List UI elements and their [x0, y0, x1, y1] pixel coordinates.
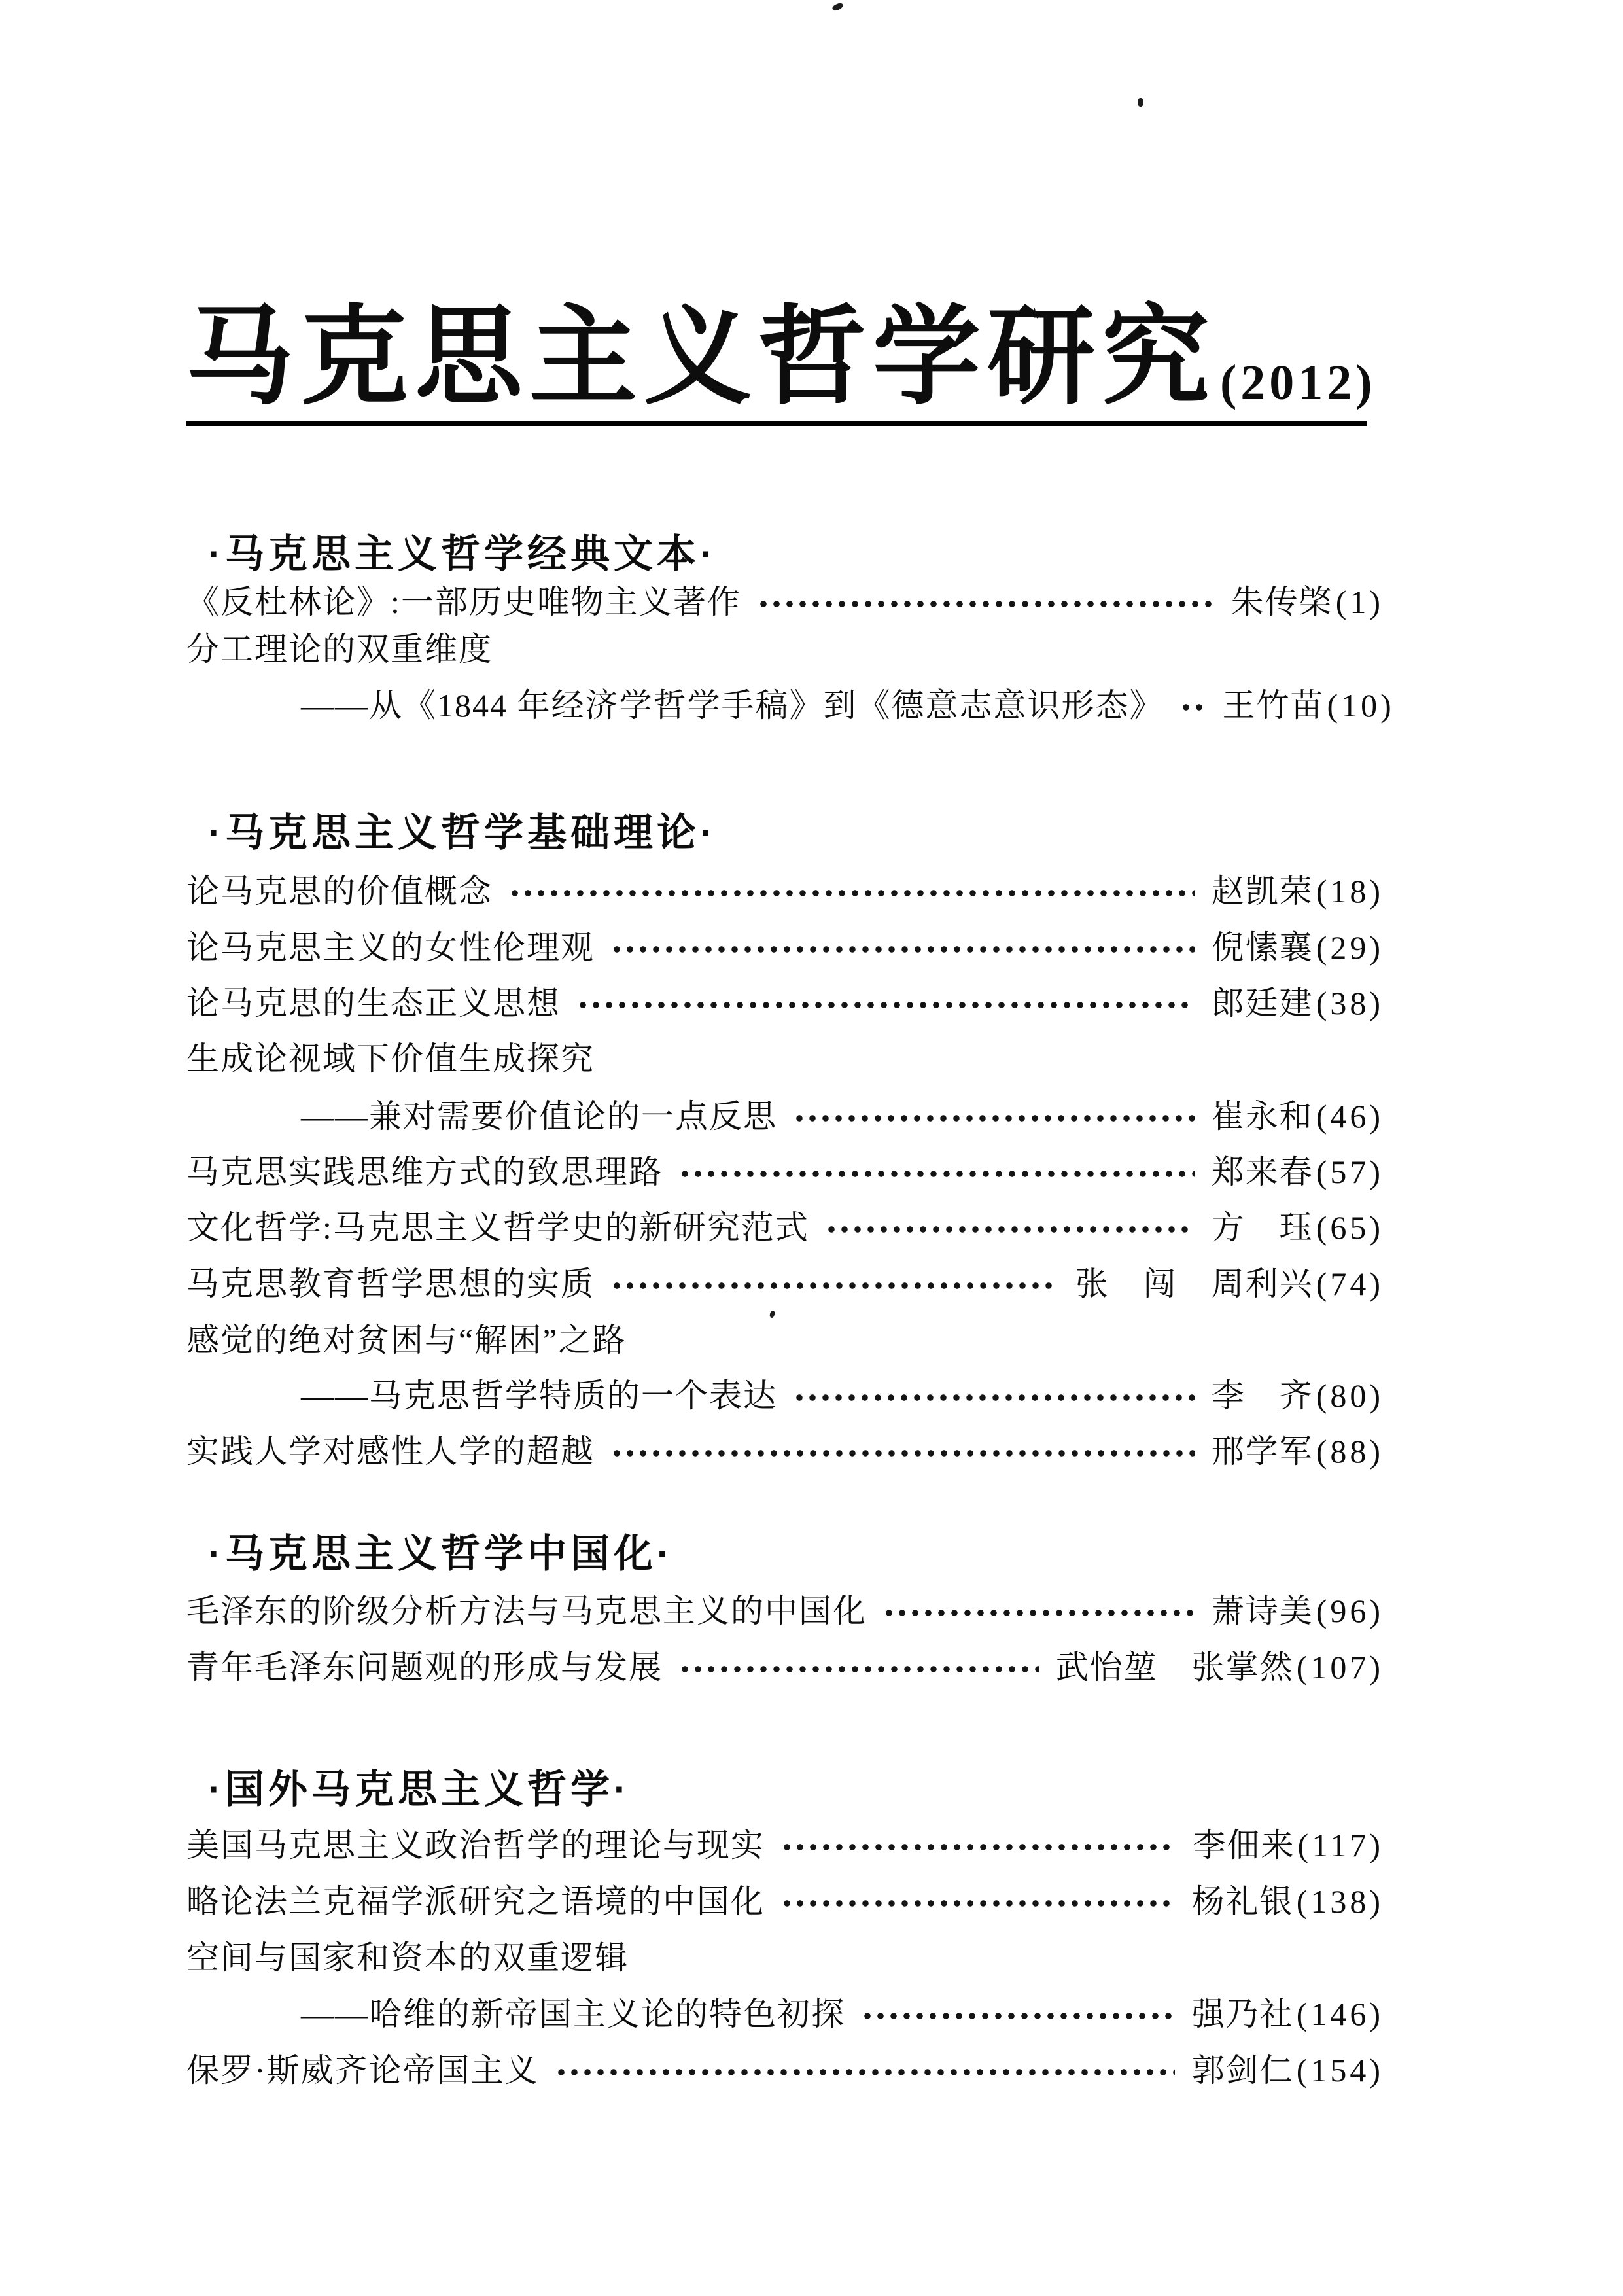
dot-leader [1179, 703, 1206, 711]
entry-page: (88) [1316, 1433, 1384, 1470]
dot-leader [555, 2068, 1175, 2076]
entry-author: 王竹苗 [1222, 687, 1325, 724]
page-title-year: (2012) [1220, 355, 1376, 410]
entry-title: 马克思教育哲学思想的实质 [186, 1265, 595, 1302]
section-heading: ·马克思主义哲学经典文本· [208, 532, 717, 576]
entry-author-page [1192, 1994, 1384, 2034]
entry-title: 论马克思的价值概念 [186, 873, 493, 910]
entry-page: (146) [1296, 1996, 1384, 2032]
entry-page: (138) [1296, 1883, 1384, 1920]
entry-title: 《反杜林论》:一部历史唯物主义著作 [186, 584, 741, 620]
entry-page: (107) [1296, 1649, 1384, 1686]
section-heading: ·马克思主义哲学中国化· [208, 1532, 674, 1576]
entry-author-page [1212, 1376, 1384, 1415]
entry-author-page [1192, 2051, 1384, 2090]
toc-entry [186, 1264, 1384, 1303]
dot-leader [508, 889, 1195, 897]
scan-artifact [831, 2, 844, 12]
entry-page: (117) [1297, 1827, 1384, 1863]
toc-entry [186, 1208, 1384, 1247]
section-heading: ·马克思主义哲学基础理论· [208, 811, 717, 855]
toc-entry [186, 872, 1384, 911]
entry-author: 方 珏 [1211, 1209, 1314, 1246]
toc-entry [186, 686, 1395, 725]
toc-entry [186, 928, 1384, 967]
entry-page: (80) [1316, 1377, 1384, 1414]
toc-entry [186, 2051, 1384, 2090]
entry-author: 赵凯荣 [1211, 873, 1314, 910]
entry-author-page [1212, 928, 1384, 967]
entry-title: 论马克思的生态正义思想 [186, 985, 561, 1021]
toc-entry [186, 629, 1384, 669]
toc-entry [186, 1376, 1384, 1415]
toc-entry [186, 1097, 1384, 1136]
entry-author: 李 齐 [1211, 1377, 1314, 1414]
entry-title: 分工理论的双重维度 [186, 631, 493, 667]
entry-title: ——马克思哲学特质的一个表达 [301, 1377, 777, 1414]
entry-author: 萧诗美 [1211, 1593, 1314, 1629]
entry-author-page [1075, 1264, 1384, 1303]
entry-title: 青年毛泽东问题观的形成与发展 [186, 1649, 663, 1686]
dot-leader [576, 1001, 1195, 1009]
toc-entry [186, 1320, 1384, 1360]
toc-entry [186, 1432, 1384, 1471]
entry-title: 生成论视域下价值生成探究 [186, 1040, 595, 1077]
entry-author-page [1192, 1882, 1384, 1921]
entry-author-page [1212, 872, 1384, 911]
entry-title: 保罗·斯威齐论帝国主义 [186, 2052, 539, 2089]
toc-entry [186, 1882, 1384, 1921]
entry-author-page [1212, 1152, 1384, 1192]
dot-leader [678, 1170, 1195, 1178]
entry-page: (74) [1316, 1265, 1384, 1302]
entry-title: 空间与国家和资本的双重逻辑 [186, 1939, 629, 1976]
entry-author-page [1212, 1591, 1384, 1631]
dot-leader [780, 1843, 1176, 1851]
entry-author-page [1212, 1208, 1384, 1247]
section-heading: ·国外马克思主义哲学· [208, 1767, 631, 1811]
page-title: 马克思主义哲学研究 [186, 298, 1216, 417]
entry-author: 崔永和 [1211, 1098, 1314, 1135]
entry-author-page [1231, 582, 1384, 622]
scan-artifact [769, 1310, 776, 1318]
entry-title: 马克思实践思维方式的致思理路 [186, 1154, 663, 1190]
dot-leader [610, 945, 1195, 953]
entry-page: (10) [1327, 687, 1395, 724]
dot-leader [793, 1114, 1195, 1122]
dot-leader [793, 1394, 1195, 1402]
toc-entry [186, 1152, 1384, 1192]
entry-author: 强乃社 [1191, 1996, 1294, 2032]
entry-author: 李佃来 [1193, 1827, 1295, 1863]
toc-entry [186, 1826, 1384, 1865]
dot-leader [610, 1449, 1195, 1457]
entry-author-page [1212, 983, 1384, 1023]
entry-title: 实践人学对感性人学的超越 [186, 1433, 595, 1470]
entry-page: (38) [1316, 985, 1384, 1021]
dot-leader [825, 1226, 1195, 1233]
entry-author: 倪愫襄 [1211, 929, 1314, 966]
entry-page: (154) [1296, 2052, 1384, 2089]
entry-author-page [1193, 1826, 1384, 1865]
entry-author: 郑来春 [1211, 1154, 1314, 1190]
entry-title: ——从《1844 年经济学哲学手稿》到《德意志意识形态》 [301, 687, 1164, 724]
entry-title: ——兼对需要价值论的一点反思 [301, 1098, 777, 1135]
toc-entry [186, 582, 1384, 622]
entry-author: 邢学军 [1211, 1433, 1314, 1470]
entry-title: 美国马克思主义政治哲学的理论与现实 [186, 1827, 765, 1863]
toc-entry [186, 1591, 1384, 1631]
entry-page: (46) [1316, 1098, 1384, 1135]
toc-entry [186, 1938, 1384, 1977]
entry-title: ——哈维的新帝国主义论的特色初探 [301, 1996, 845, 2032]
entry-title: 论马克思主义的女性伦理观 [186, 929, 595, 966]
dot-leader [780, 1899, 1175, 1907]
entry-page: (18) [1316, 873, 1384, 910]
toc-entry [186, 1648, 1384, 1687]
entry-author-page [1056, 1648, 1384, 1687]
dot-leader [882, 1609, 1195, 1617]
entry-title: 略论法兰克福学派研究之语境的中国化 [186, 1883, 765, 1920]
entry-page: (96) [1316, 1593, 1384, 1629]
entry-author: 杨礼银 [1191, 1883, 1294, 1920]
entry-author: 张 闯 周利兴 [1075, 1265, 1314, 1302]
entry-author: 郭剑仁 [1191, 2052, 1294, 2089]
entry-author: 朱传棨 [1230, 584, 1333, 620]
entry-author: 武怡堃 张掌然 [1055, 1649, 1294, 1686]
entry-page: (29) [1316, 929, 1384, 966]
entry-page: (65) [1316, 1209, 1384, 1246]
entry-title: 感觉的绝对贫困与“解困”之路 [186, 1322, 627, 1358]
entry-author-page [1212, 1097, 1384, 1136]
dot-leader [861, 2012, 1175, 2020]
dot-leader [757, 600, 1214, 608]
entry-title: 文化哲学:马克思主义哲学史的新研究范式 [186, 1209, 809, 1246]
entry-page: (1) [1335, 584, 1384, 620]
dot-leader [678, 1665, 1039, 1673]
entry-author-page [1223, 686, 1395, 725]
scan-artifact [1138, 98, 1143, 107]
toc-entry [186, 1039, 1384, 1078]
entry-author: 郎廷建 [1211, 985, 1314, 1021]
entry-page: (57) [1316, 1154, 1384, 1190]
entry-author-page [1212, 1432, 1384, 1471]
masthead [186, 298, 1376, 426]
toc-entry [186, 983, 1384, 1023]
entry-title: 毛泽东的阶级分析方法与马克思主义的中国化 [186, 1593, 867, 1629]
dot-leader [610, 1282, 1058, 1290]
toc-entry [186, 1994, 1384, 2034]
